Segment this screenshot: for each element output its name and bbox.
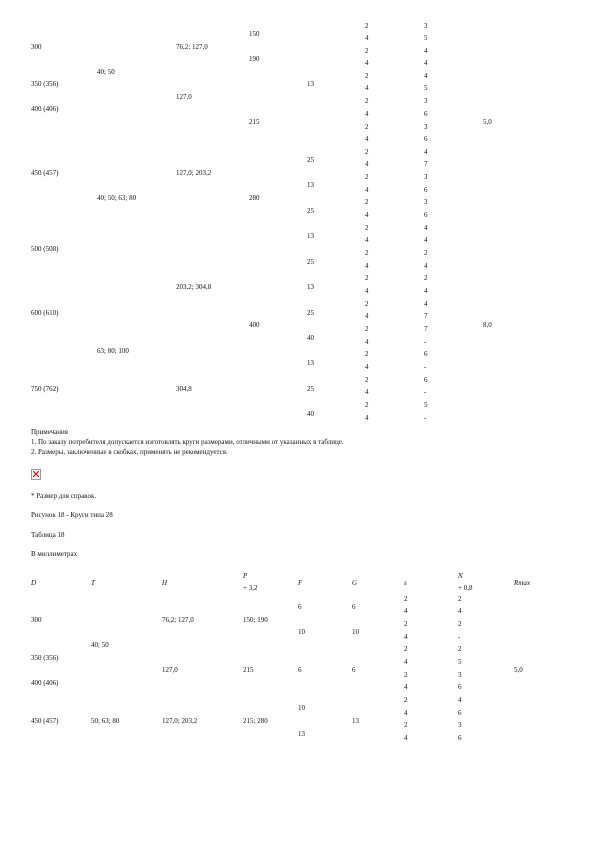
top-s-cell: 2 (365, 173, 369, 181)
top-n-cell: 6 (424, 135, 428, 143)
top-p-cell: 400 (249, 321, 260, 329)
note-item: 1. По заказу потребителя допускается изготовлять круги размерами, отличными от указанных в таблице. (31, 438, 344, 446)
bottom-p-cell: 150; 190 (243, 616, 268, 624)
bottom-h-cell: 76,2; 127,0 (162, 616, 194, 624)
top-s-cell: 2 (365, 148, 369, 156)
bottom-g-cell: 13 (352, 717, 359, 725)
top-n-cell: 4 (424, 300, 428, 308)
top-s-cell: 2 (365, 72, 369, 80)
top-n-cell: 4 (424, 59, 428, 67)
top-n-cell: 5 (424, 34, 428, 42)
bottom-s-cell: 4 (404, 607, 408, 615)
top-n-cell: 7 (424, 325, 428, 333)
top-s-cell: 2 (365, 22, 369, 30)
top-d-cell: 350 (356) (31, 80, 59, 88)
top-n-cell: 2 (424, 249, 428, 257)
bottom-s-cell: 2 (404, 721, 408, 729)
notes-heading: Примечания (31, 428, 69, 436)
top-s-cell: 2 (365, 198, 369, 206)
bottom-d-cell: 400 (406) (31, 679, 59, 687)
top-n-cell: 4 (424, 287, 428, 295)
top-s-cell: 4 (365, 236, 369, 244)
top-n-cell: 3 (424, 173, 428, 181)
footnote: * Размер для справок. (31, 492, 97, 500)
broken-image-icon (31, 469, 41, 480)
bottom-s-cell: 4 (404, 683, 408, 691)
top-n-cell: 3 (424, 22, 428, 30)
top-s-cell: 2 (365, 350, 369, 358)
top-d-cell: 750 (762) (31, 385, 59, 393)
bottom-f-cell: 6 (298, 666, 302, 674)
top-d-cell: 400 (406) (31, 105, 59, 113)
top-t-cell: 63; 80; 100 (97, 347, 129, 355)
top-g-cell: 13 (307, 283, 314, 291)
bottom-d-cell: 450 (457) (31, 717, 59, 725)
top-n-cell: - (424, 414, 427, 422)
top-h-cell: 76,2; 127,0 (176, 43, 208, 51)
top-s-cell: 4 (365, 34, 369, 42)
bottom-n-cell: - (458, 633, 461, 641)
bottom-p-cell: 215 (243, 666, 254, 674)
top-h-cell: 203,2; 304,8 (176, 283, 212, 291)
top-n-cell: 4 (424, 236, 428, 244)
bottom-f-cell: 10 (298, 704, 305, 712)
bottom-rmax-cell: 5,0 (514, 666, 523, 674)
bottom-s-cell: 2 (404, 671, 408, 679)
top-s-cell: 4 (365, 262, 369, 270)
top-s-cell: 4 (365, 338, 369, 346)
top-rmax-cell: 8,0 (483, 321, 492, 329)
bottom-n-cell: 3 (458, 671, 462, 679)
top-p-cell: 190 (249, 55, 260, 63)
top-n-cell: 6 (424, 186, 428, 194)
bottom-d-cell: 300 (31, 616, 42, 624)
top-g-cell: 25 (307, 309, 314, 317)
top-g-cell: 25 (307, 258, 314, 266)
top-n-cell: 4 (424, 262, 428, 270)
top-d-cell: 300 (31, 43, 42, 51)
bottom-g-cell: 10 (352, 628, 359, 636)
bottom-f-cell: 13 (298, 730, 305, 738)
bottom-n-cell: 3 (458, 721, 462, 729)
note-item: 2. Размеры, заключенные в скобках, применять не рекомендуется. (31, 448, 228, 456)
bottom-g-cell: 6 (352, 603, 356, 611)
table-title: Таблица 18 (31, 531, 65, 539)
top-s-cell: 4 (365, 312, 369, 320)
bottom-t-cell: 50; 63; 80 (91, 717, 120, 725)
top-n-cell: 2 (424, 274, 428, 282)
top-t-cell: 40; 50; 63; 80 (97, 194, 137, 202)
top-s-cell: 4 (365, 211, 369, 219)
bottom-n-cell: 2 (458, 645, 462, 653)
bottom-s-cell: 4 (404, 734, 408, 742)
bottom-s-cell: 4 (404, 658, 408, 666)
bottom-n-cell: 2 (458, 595, 462, 603)
bottom-g-cell: 6 (352, 666, 356, 674)
top-s-cell: 4 (365, 414, 369, 422)
bottom-n-cell: 4 (458, 696, 462, 704)
top-s-cell: 2 (365, 325, 369, 333)
top-s-cell: 2 (365, 97, 369, 105)
bottom-s-cell: 2 (404, 696, 408, 704)
bottom-n-cell: 6 (458, 709, 462, 717)
top-h-cell: 127,0 (176, 93, 192, 101)
top-n-cell: 7 (424, 160, 428, 168)
top-h-cell: 304,8 (176, 385, 192, 393)
header-rmax: Rmax (514, 579, 530, 587)
top-s-cell: 2 (365, 123, 369, 131)
bottom-t-cell: 40; 50 (91, 641, 109, 649)
top-n-cell: 4 (424, 224, 428, 232)
top-s-cell: 2 (365, 401, 369, 409)
top-d-cell: 600 (610) (31, 309, 59, 317)
bottom-s-cell: 2 (404, 620, 408, 628)
header-p: P (243, 572, 248, 580)
top-n-cell: 6 (424, 350, 428, 358)
bottom-n-cell: 2 (458, 620, 462, 628)
top-s-cell: 4 (365, 363, 369, 371)
top-s-cell: 2 (365, 376, 369, 384)
bottom-s-cell: 4 (404, 633, 408, 641)
figure-caption: Рисунок 18 - Круги типа 28 (31, 511, 113, 519)
units-caption: В миллиметрах (31, 550, 78, 558)
bottom-n-cell: 6 (458, 734, 462, 742)
top-n-cell: 5 (424, 84, 428, 92)
bottom-s-cell: 2 (404, 595, 408, 603)
top-n-cell: 4 (424, 47, 428, 55)
top-g-cell: 40 (307, 410, 314, 418)
bottom-n-cell: 6 (458, 683, 462, 691)
header-f: F (298, 579, 303, 587)
top-n-cell: - (424, 338, 427, 346)
top-s-cell: 4 (365, 110, 369, 118)
top-n-cell: 6 (424, 211, 428, 219)
bottom-f-cell: 10 (298, 628, 305, 636)
bottom-p-cell: 215; 280 (243, 717, 268, 725)
top-n-cell: 4 (424, 148, 428, 156)
top-p-cell: 280 (249, 194, 260, 202)
top-d-cell: 500 (508) (31, 245, 59, 253)
header-n-tolerance: + 0,8 (458, 584, 473, 592)
top-g-cell: 25 (307, 207, 314, 215)
top-s-cell: 2 (365, 300, 369, 308)
top-n-cell: 6 (424, 110, 428, 118)
bottom-s-cell: 2 (404, 645, 408, 653)
bottom-n-cell: 4 (458, 607, 462, 615)
top-g-cell: 13 (307, 80, 314, 88)
header-n: N (458, 572, 463, 580)
top-s-cell: 2 (365, 47, 369, 55)
top-s-cell: 4 (365, 287, 369, 295)
top-s-cell: 4 (365, 84, 369, 92)
header-p-tolerance: + 3,2 (243, 584, 258, 592)
top-g-cell: 25 (307, 385, 314, 393)
top-d-cell: 450 (457) (31, 169, 59, 177)
top-g-cell: 13 (307, 181, 314, 189)
bottom-f-cell: 6 (298, 603, 302, 611)
top-n-cell: 3 (424, 198, 428, 206)
top-s-cell: 2 (365, 249, 369, 257)
top-g-cell: 25 (307, 156, 314, 164)
top-g-cell: 40 (307, 334, 314, 342)
top-n-cell: 7 (424, 312, 428, 320)
bottom-h-cell: 127,0; 203,2 (162, 717, 198, 725)
bottom-s-cell: 4 (404, 709, 408, 717)
header-g: G (352, 579, 358, 587)
top-s-cell: 2 (365, 274, 369, 282)
header-t: T (91, 579, 95, 587)
top-g-cell: 13 (307, 232, 314, 240)
bottom-n-cell: 5 (458, 658, 462, 666)
header-s: s (404, 579, 407, 587)
top-n-cell: 3 (424, 97, 428, 105)
top-h-cell: 127,0; 203,2 (176, 169, 212, 177)
top-n-cell: 6 (424, 376, 428, 384)
top-s-cell: 4 (365, 388, 369, 396)
top-n-cell: - (424, 388, 427, 396)
top-g-cell: 13 (307, 359, 314, 367)
top-s-cell: 4 (365, 160, 369, 168)
top-n-cell: 4 (424, 72, 428, 80)
top-rmax-cell: 5,0 (483, 118, 492, 126)
header-d: D (31, 579, 37, 587)
top-t-cell: 40; 50 (97, 68, 115, 76)
top-s-cell: 4 (365, 135, 369, 143)
top-n-cell: - (424, 363, 427, 371)
top-s-cell: 4 (365, 186, 369, 194)
top-s-cell: 4 (365, 59, 369, 67)
bottom-d-cell: 350 (356) (31, 654, 59, 662)
top-s-cell: 2 (365, 224, 369, 232)
top-n-cell: 5 (424, 401, 428, 409)
header-h: H (162, 579, 168, 587)
top-p-cell: 215 (249, 118, 260, 126)
top-n-cell: 3 (424, 123, 428, 131)
top-p-cell: 150 (249, 30, 260, 38)
bottom-h-cell: 127,0 (162, 666, 178, 674)
